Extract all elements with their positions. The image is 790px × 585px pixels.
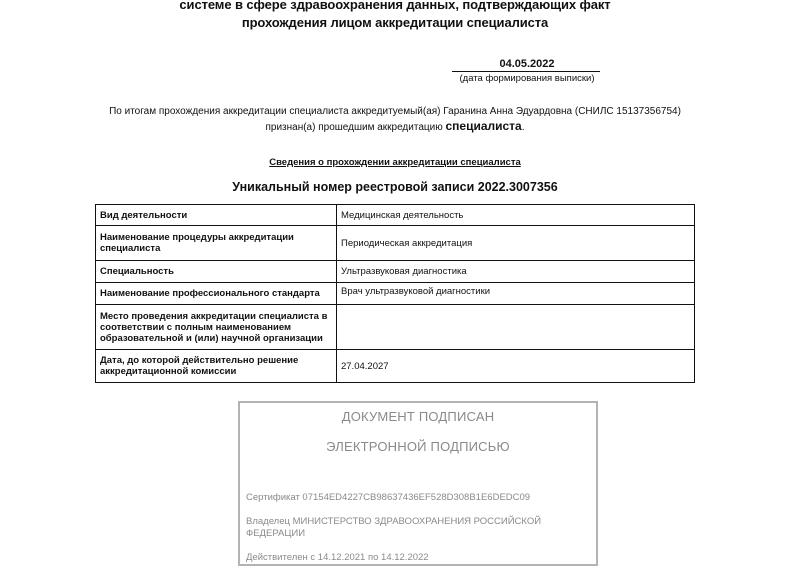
row-value-valid-until: 27.04.2027 [337,350,695,383]
table-row [96,205,695,226]
row-label-specialty: Специальность [96,261,337,283]
row-value-accreditation-place [337,305,695,350]
electronic-signature-stamp [238,401,598,566]
result-prefix: признан(а) прошедшим аккредитацию [265,122,443,133]
table-row [96,226,695,261]
row-value-procedure: Периодическая аккредитация [337,226,695,261]
formation-date-value: 04.05.2022 [499,58,555,70]
accreditation-details-table [95,204,695,383]
table-row [96,305,695,350]
result-suffix: . [521,122,525,133]
section-title: Сведения о прохождении аккредитации специалиста [269,157,521,168]
stamp-owner: Владелец МИНИСТЕРСТВО ЗДРАВООХРАНЕНИЯ РОССИЙСКОЙ ФЕДЕРАЦИИ [246,516,542,539]
row-label-accreditation-place: Место проведения аккредитации специалиста в соответствии с полным наименованием образовательной и (или) научной организации [96,305,337,350]
row-value-activity-type: Медицинская деятельность [337,205,695,226]
accreditation-result-line-1: По итогам прохождения аккредитации специалиста аккредитуемый(ая) Гаранина Анна Эдуардовна (СНИЛС 15137356754) [109,106,681,117]
document-heading-line-1: системе в сфере здравоохранения данных, подтверждающих факт [179,0,611,12]
formation-date-underline [452,71,600,72]
accreditation-result-line-2 [0,119,790,133]
stamp-title-signed: ДОКУМЕНТ ПОДПИСАН [341,409,495,424]
table-row [96,261,695,283]
row-value-professional-standard: Врач ультразвуковой диагностики [337,283,695,305]
document-heading-line-2: прохождения лицом аккредитации специалиста [241,15,549,30]
row-label-procedure: Наименование процедуры аккредитации специалиста [96,226,337,261]
table-row [96,350,695,383]
table-row [96,283,695,305]
stamp-certificate: Сертификат 07154ED4227CB98637436EF528D308B1E6DEDC09 [246,492,531,503]
stamp-title-electronic-signature: ЭЛЕКТРОННОЙ ПОДПИСЬЮ [326,439,510,454]
row-label-professional-standard: Наименование профессионального стандарта [96,283,337,305]
stamp-validity: Действителен с 14.12.2021 по 14.12.2022 [246,552,429,563]
row-value-specialty: Ультразвуковая диагностика [337,261,695,283]
row-label-valid-until: Дата, до которой действительно решение аккредитационной комиссии [96,350,337,383]
registry-number: Уникальный номер реестровой записи 2022.3007356 [232,180,558,194]
row-label-activity-type: Вид деятельности [96,205,337,226]
formation-date-caption: (дата формирования выписки) [459,73,595,84]
result-qualification: специалиста [445,119,522,133]
